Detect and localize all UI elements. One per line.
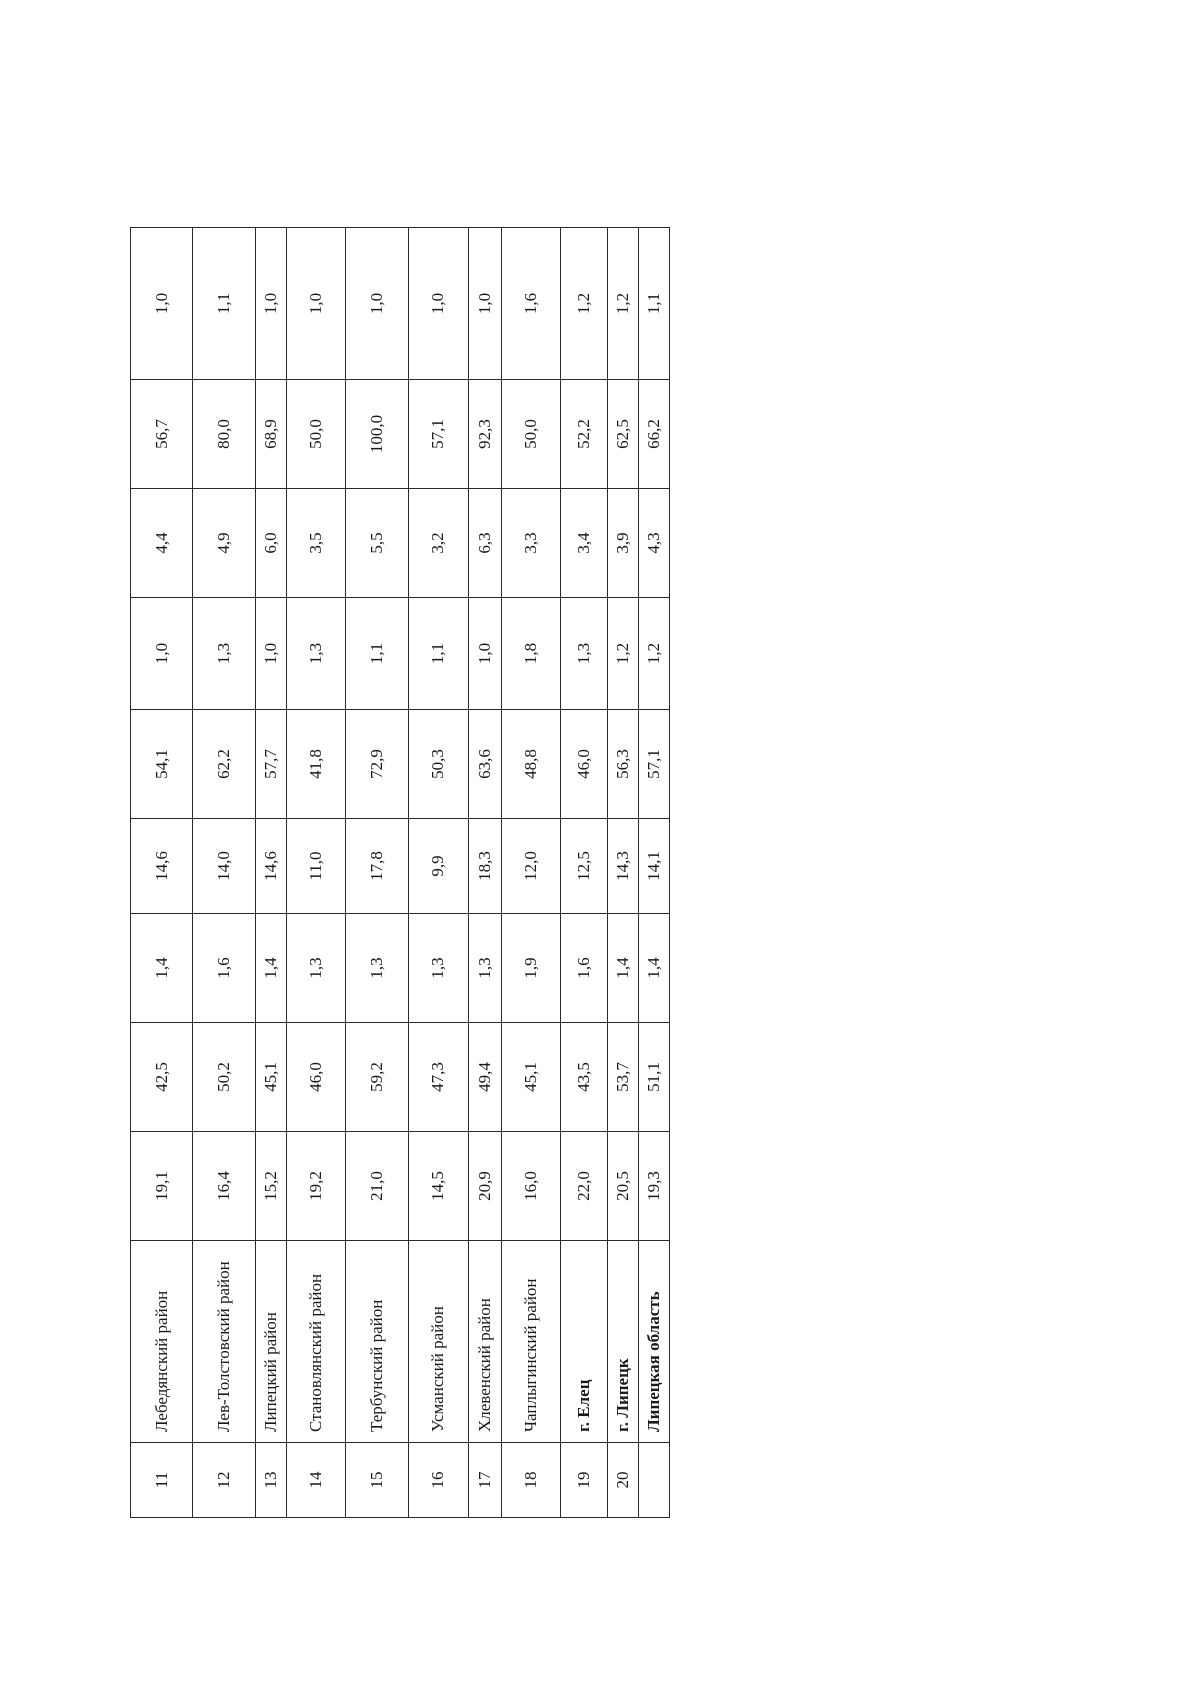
value-cell: 1,3: [468, 914, 501, 1023]
table-row: [193, 228, 255, 1518]
district-name-cell: Липецкий район: [255, 1241, 287, 1443]
value-cell: 41,8: [287, 710, 346, 819]
table-row: [607, 228, 639, 1518]
row-number-cell: 17: [468, 1443, 501, 1518]
table-row: [408, 228, 468, 1518]
value-cell: 45,1: [501, 1023, 560, 1132]
value-cell: 1,3: [560, 598, 607, 710]
district-name-cell: Тербунский район: [346, 1241, 408, 1443]
value-cell: 1,3: [408, 914, 468, 1023]
value-cell: 1,1: [408, 598, 468, 710]
value-cell: 50,0: [287, 380, 346, 489]
value-cell: 1,3: [287, 598, 346, 710]
value-cell: 54,1: [131, 710, 193, 819]
value-cell: 63,6: [468, 710, 501, 819]
row-number-cell: 11: [131, 1443, 193, 1518]
value-cell: 1,2: [607, 228, 639, 380]
value-cell: 47,3: [408, 1023, 468, 1132]
value-cell: 20,5: [607, 1132, 639, 1241]
row-number-cell: 15: [346, 1443, 408, 1518]
value-cell: 14,5: [408, 1132, 468, 1241]
value-cell: 1,6: [501, 228, 560, 380]
district-name-cell: Чаплыгинский район: [501, 1241, 560, 1443]
district-name-cell: г. Липецк: [607, 1241, 639, 1443]
table-row: [468, 228, 501, 1518]
row-number-cell: 16: [408, 1443, 468, 1518]
value-cell: 46,0: [287, 1023, 346, 1132]
value-cell: 1,0: [468, 598, 501, 710]
value-cell: 1,1: [639, 228, 670, 380]
value-cell: 4,9: [193, 489, 255, 598]
value-cell: 100,0: [346, 380, 408, 489]
row-number-cell: 19: [560, 1443, 607, 1518]
value-cell: 43,5: [560, 1023, 607, 1132]
value-cell: 52,2: [560, 380, 607, 489]
value-cell: 48,8: [501, 710, 560, 819]
value-cell: 1,4: [607, 914, 639, 1023]
value-cell: 16,4: [193, 1132, 255, 1241]
value-cell: 19,3: [639, 1132, 670, 1241]
table-row: [131, 228, 193, 1518]
value-cell: 1,2: [560, 228, 607, 380]
value-cell: 92,3: [468, 380, 501, 489]
value-cell: 15,2: [255, 1132, 287, 1241]
value-cell: 1,6: [193, 914, 255, 1023]
value-cell: 3,4: [560, 489, 607, 598]
value-cell: 57,7: [255, 710, 287, 819]
value-cell: 3,3: [501, 489, 560, 598]
value-cell: 46,0: [560, 710, 607, 819]
value-cell: 1,0: [131, 598, 193, 710]
value-cell: 16,0: [501, 1132, 560, 1241]
value-cell: 14,3: [607, 819, 639, 914]
value-cell: 17,8: [346, 819, 408, 914]
value-cell: 18,3: [468, 819, 501, 914]
table-row: [287, 228, 346, 1518]
value-cell: 9,9: [408, 819, 468, 914]
value-cell: 22,0: [560, 1132, 607, 1241]
value-cell: 56,3: [607, 710, 639, 819]
value-cell: 49,4: [468, 1023, 501, 1132]
value-cell: 1,0: [131, 228, 193, 380]
value-cell: 50,0: [501, 380, 560, 489]
value-cell: 1,3: [346, 914, 408, 1023]
table-row: [346, 228, 408, 1518]
value-cell: 62,5: [607, 380, 639, 489]
row-number-cell: 13: [255, 1443, 287, 1518]
value-cell: 14,1: [639, 819, 670, 914]
value-cell: 50,3: [408, 710, 468, 819]
value-cell: 66,2: [639, 380, 670, 489]
table-row: [501, 228, 560, 1518]
value-cell: 1,2: [607, 598, 639, 710]
value-cell: 62,2: [193, 710, 255, 819]
value-cell: 1,0: [468, 228, 501, 380]
value-cell: 1,0: [346, 228, 408, 380]
value-cell: 1,2: [639, 598, 670, 710]
value-cell: 19,2: [287, 1132, 346, 1241]
value-cell: 51,1: [639, 1023, 670, 1132]
value-cell: 21,0: [346, 1132, 408, 1241]
table-row: [639, 228, 670, 1518]
value-cell: 1,0: [408, 228, 468, 380]
value-cell: 1,9: [501, 914, 560, 1023]
value-cell: 4,4: [131, 489, 193, 598]
value-cell: 14,6: [131, 819, 193, 914]
district-name-cell: Липецкая область: [639, 1241, 670, 1443]
row-number-cell: 12: [193, 1443, 255, 1518]
row-number-cell: [639, 1443, 670, 1518]
value-cell: 4,3: [639, 489, 670, 598]
value-cell: 45,1: [255, 1023, 287, 1132]
value-cell: 1,3: [287, 914, 346, 1023]
district-name-cell: Усманский район: [408, 1241, 468, 1443]
district-name-cell: Становлянский район: [287, 1241, 346, 1443]
value-cell: 20,9: [468, 1132, 501, 1241]
value-cell: 1,1: [193, 228, 255, 380]
value-cell: 57,1: [639, 710, 670, 819]
value-cell: 57,1: [408, 380, 468, 489]
value-cell: 80,0: [193, 380, 255, 489]
value-cell: 5,5: [346, 489, 408, 598]
value-cell: 72,9: [346, 710, 408, 819]
value-cell: 1,3: [193, 598, 255, 710]
district-name-cell: Лев-Толстовский район: [193, 1241, 255, 1443]
value-cell: 53,7: [607, 1023, 639, 1132]
value-cell: 11,0: [287, 819, 346, 914]
rotated-table-container: [130, 228, 670, 1518]
value-cell: 56,7: [131, 380, 193, 489]
row-number-cell: 18: [501, 1443, 560, 1518]
value-cell: 14,0: [193, 819, 255, 914]
value-cell: 1,1: [346, 598, 408, 710]
district-name-cell: Хлевенский район: [468, 1241, 501, 1443]
row-number-cell: 20: [607, 1443, 639, 1518]
value-cell: 12,0: [501, 819, 560, 914]
value-cell: 1,4: [639, 914, 670, 1023]
value-cell: 3,2: [408, 489, 468, 598]
table-row: [560, 228, 607, 1518]
value-cell: 1,4: [255, 914, 287, 1023]
value-cell: 19,1: [131, 1132, 193, 1241]
value-cell: 6,3: [468, 489, 501, 598]
value-cell: 3,9: [607, 489, 639, 598]
value-cell: 14,6: [255, 819, 287, 914]
value-cell: 68,9: [255, 380, 287, 489]
value-cell: 1,0: [255, 228, 287, 380]
value-cell: 3,5: [287, 489, 346, 598]
value-cell: 42,5: [131, 1023, 193, 1132]
value-cell: 1,0: [255, 598, 287, 710]
value-cell: 50,2: [193, 1023, 255, 1132]
district-name-cell: г. Елец: [560, 1241, 607, 1443]
value-cell: 1,6: [560, 914, 607, 1023]
value-cell: 1,0: [287, 228, 346, 380]
row-number-cell: 14: [287, 1443, 346, 1518]
statistics-table: [130, 227, 670, 1518]
district-name-cell: Лебедянский район: [131, 1241, 193, 1443]
value-cell: 6,0: [255, 489, 287, 598]
table-row: [255, 228, 287, 1518]
value-cell: 1,8: [501, 598, 560, 710]
value-cell: 12,5: [560, 819, 607, 914]
value-cell: 1,4: [131, 914, 193, 1023]
table-body: [131, 228, 670, 1518]
value-cell: 59,2: [346, 1023, 408, 1132]
